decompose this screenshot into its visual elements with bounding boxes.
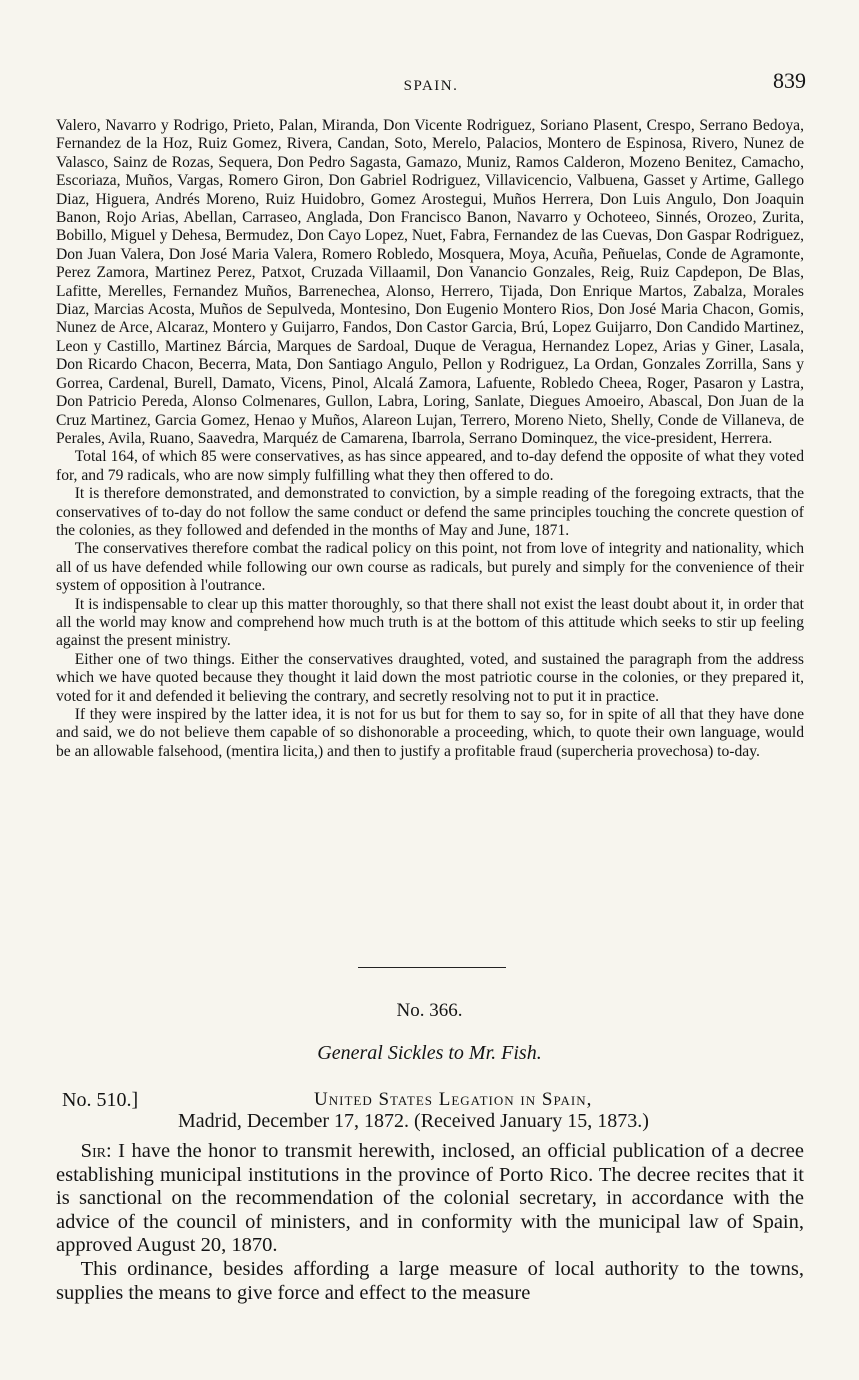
page-header — [56, 68, 806, 98]
running-title: SPAIN. — [403, 78, 459, 94]
paragraph-either: Either one of two things. Either the conservatives draughted, voted, and sustained the paragraph from the address which we have quoted because they thought it laid down the most patriotic course in the colonies, or they prepared it, voted for it and defended it believing the contrary, and secretly resolving not to put it in practice. — [56, 650, 804, 705]
document-number: No. 366. — [396, 1000, 463, 1021]
names-paragraph: Valero, Navarro y Rodrigo, Prieto, Palan, Miranda, Don Vicente Rodriguez, Soriano Plasent, Crespo, Serrano Bedoya, Fernandez de la Hoz, Ruiz Gomez, Rivera, Candan, Soto, Merelo, Palacios, Montero de Espinosa, Rivero, Nunez de Valasco, Sainz de Rozas, Sequera, Don Pedro Sagasta, Gamazo, Muniz, Ramos Calderon, Mozeno Benitez, Camacho, Escoriaza, Muños, Vargas, Romero Giron, Don Gabriel Rodriguez, Villavicencio, Valbuena, Gasset y Artime, Gallego Diaz, Higuera, Andrés Moreno, Ruiz Huidobro, Gomez Arostegui, Muños Herrera, Don Luis Angulo, Don Joaquin Banon, Rojo Arias, Abellan, Carraseo, Anglada, Don Francisco Banon, Navarro y Ochoteeo, Sinnés, Orozeo, Zurita, Bobillo, Miguel y Dehesa, Bermudez, Don Cayo Lopez, Nuet, Fabra, Fernandez de las Cuevas, Don Gaspar Rodriguez, Don Juan Valera, Don José Maria Valera, Romero Robledo, Mosquera, Moya, Acuña, Peñuelas, Conde de Agramonte, Perez Zamora, Martinez Perez, Patxot, Cruzada Villaamil, Don Vanancio Gonzales, Reig, Ruiz Capdepon, De Blas, Lafitte, Merelles, Fernandez Muños, Barrenechea, Alonso, Herrero, Tijada, Don Enrique Martos, Zabalza, Morales Diaz, Marcias Acosta, Muños de Sepulveda, Montesino, Don Eugenio Montero Rios, Don José Maria Chacon, Gomis, Nunez de Arce, Alcaraz, Montero y Guijarro, Fandos, Don Castor Garcia, Brú, Lopez Guijarro, Don Candido Martinez, Leon y Castillo, Martinez Bárcia, Marques de Sardoal, Duque de Veragua, Hernandez Lopez, Arias y Giner, Lasala, Don Ricardo Chacon, Becerra, Mata, Don Santiago Angulo, Pellon y Rodriguez, La Ordan, Gonzales Zorrilla, Sans y Gorrea, Cardenal, Burell, Damato, Vicens, Pinol, Alcalá Zamora, Lafuente, Robledo Cheea, Roger, Pasaron y Lastra, Don Patricio Pereda, Alonso Colmenares, Gullon, Labra, Loring, Sanlate, Diegues Amoeiro, Abascal, Don Juan de la Cruz Martinez, Garcia Gomez, Henao y Muños, Alareon Lujan, Terrero, Moreno Nieto, Shelly, Conde de Villaneva, de Perales, Avila, Ruano, Saavedra, Marquéz de Camarena, Ibarrola, Serrano Dominquez, the vice-president, Herrera. — [56, 117, 804, 447]
salutation: Sir: — [80, 1140, 112, 1162]
dispatch-paragraph-1-text: I have the honor to transmit herewith, inclosed, an official publication of a decree establishing municipal institutions in the province of Porto Rico. The decree recites that it is sanctional on the recommendation of the colonial secretary, in accordance with the advice of the council of ministers, and in conformity with the municipal law of Spain, approved August 20, 1870. — [56, 1140, 804, 1257]
dateline: Madrid, December 17, 1872. (Received January 15, 1873.) — [178, 1110, 649, 1132]
dispatch-paragraph-2: This ordinance, besides affording a large measure of local authority to the towns, supplies the means to give force and effect to the measure — [56, 1257, 804, 1304]
paragraph-combat: The conservatives therefore combat the radical policy on this point, not from love of integrity and nationality, which all of us have defended while following our own course as radicals, but purely and simply for the convenience of their system of opposition à l'outrance. — [56, 540, 804, 595]
page-number: 839 — [773, 68, 806, 93]
paragraph-total: Total 164, of which 85 were conservatives, as has since appeared, and to-day defend the opposite of what they voted for, and 79 radicals, who are now simply fulfilling what they then offered to do. — [56, 448, 804, 484]
body-text — [56, 117, 804, 761]
legation-heading: United States Legation in Spain, — [314, 1089, 593, 1110]
dispatch-paragraph-1 — [56, 1140, 804, 1258]
paragraph-indispensable: It is indispensable to clear up this matter thoroughly, so that there shall not exist the least doubt about it, in order that all the world may know and comprehend how much truth is at the bottom of this attitude which seeks to stir up feeling against the present ministry. — [56, 595, 804, 650]
dispatch-body — [56, 1140, 804, 1305]
reference-number: No. 510.] — [62, 1089, 139, 1111]
document-title: General Sickles to Mr. Fish. — [317, 1042, 542, 1064]
paragraph-if: If they were inspired by the latter idea, it is not for us but for them to say so, for in spite of all that they have done and said, we do not believe them capable of so dishonorable a proceeding, which, to quote their own language, would be an allowable falsehood, (mentira licita,) and then to justify a profitable fraud (supercheria provechosa) to-day. — [56, 706, 804, 760]
paragraph-demonstrated: It is therefore demonstrated, and demonstrated to conviction, by a simple reading of the foregoing extracts, that the conservatives of to-day do not follow the same conduct or defend the same principles touching the concrete question of the colonies, as they followed and defended in the months of May and June, 1871. — [56, 485, 804, 539]
section-divider — [358, 967, 506, 968]
